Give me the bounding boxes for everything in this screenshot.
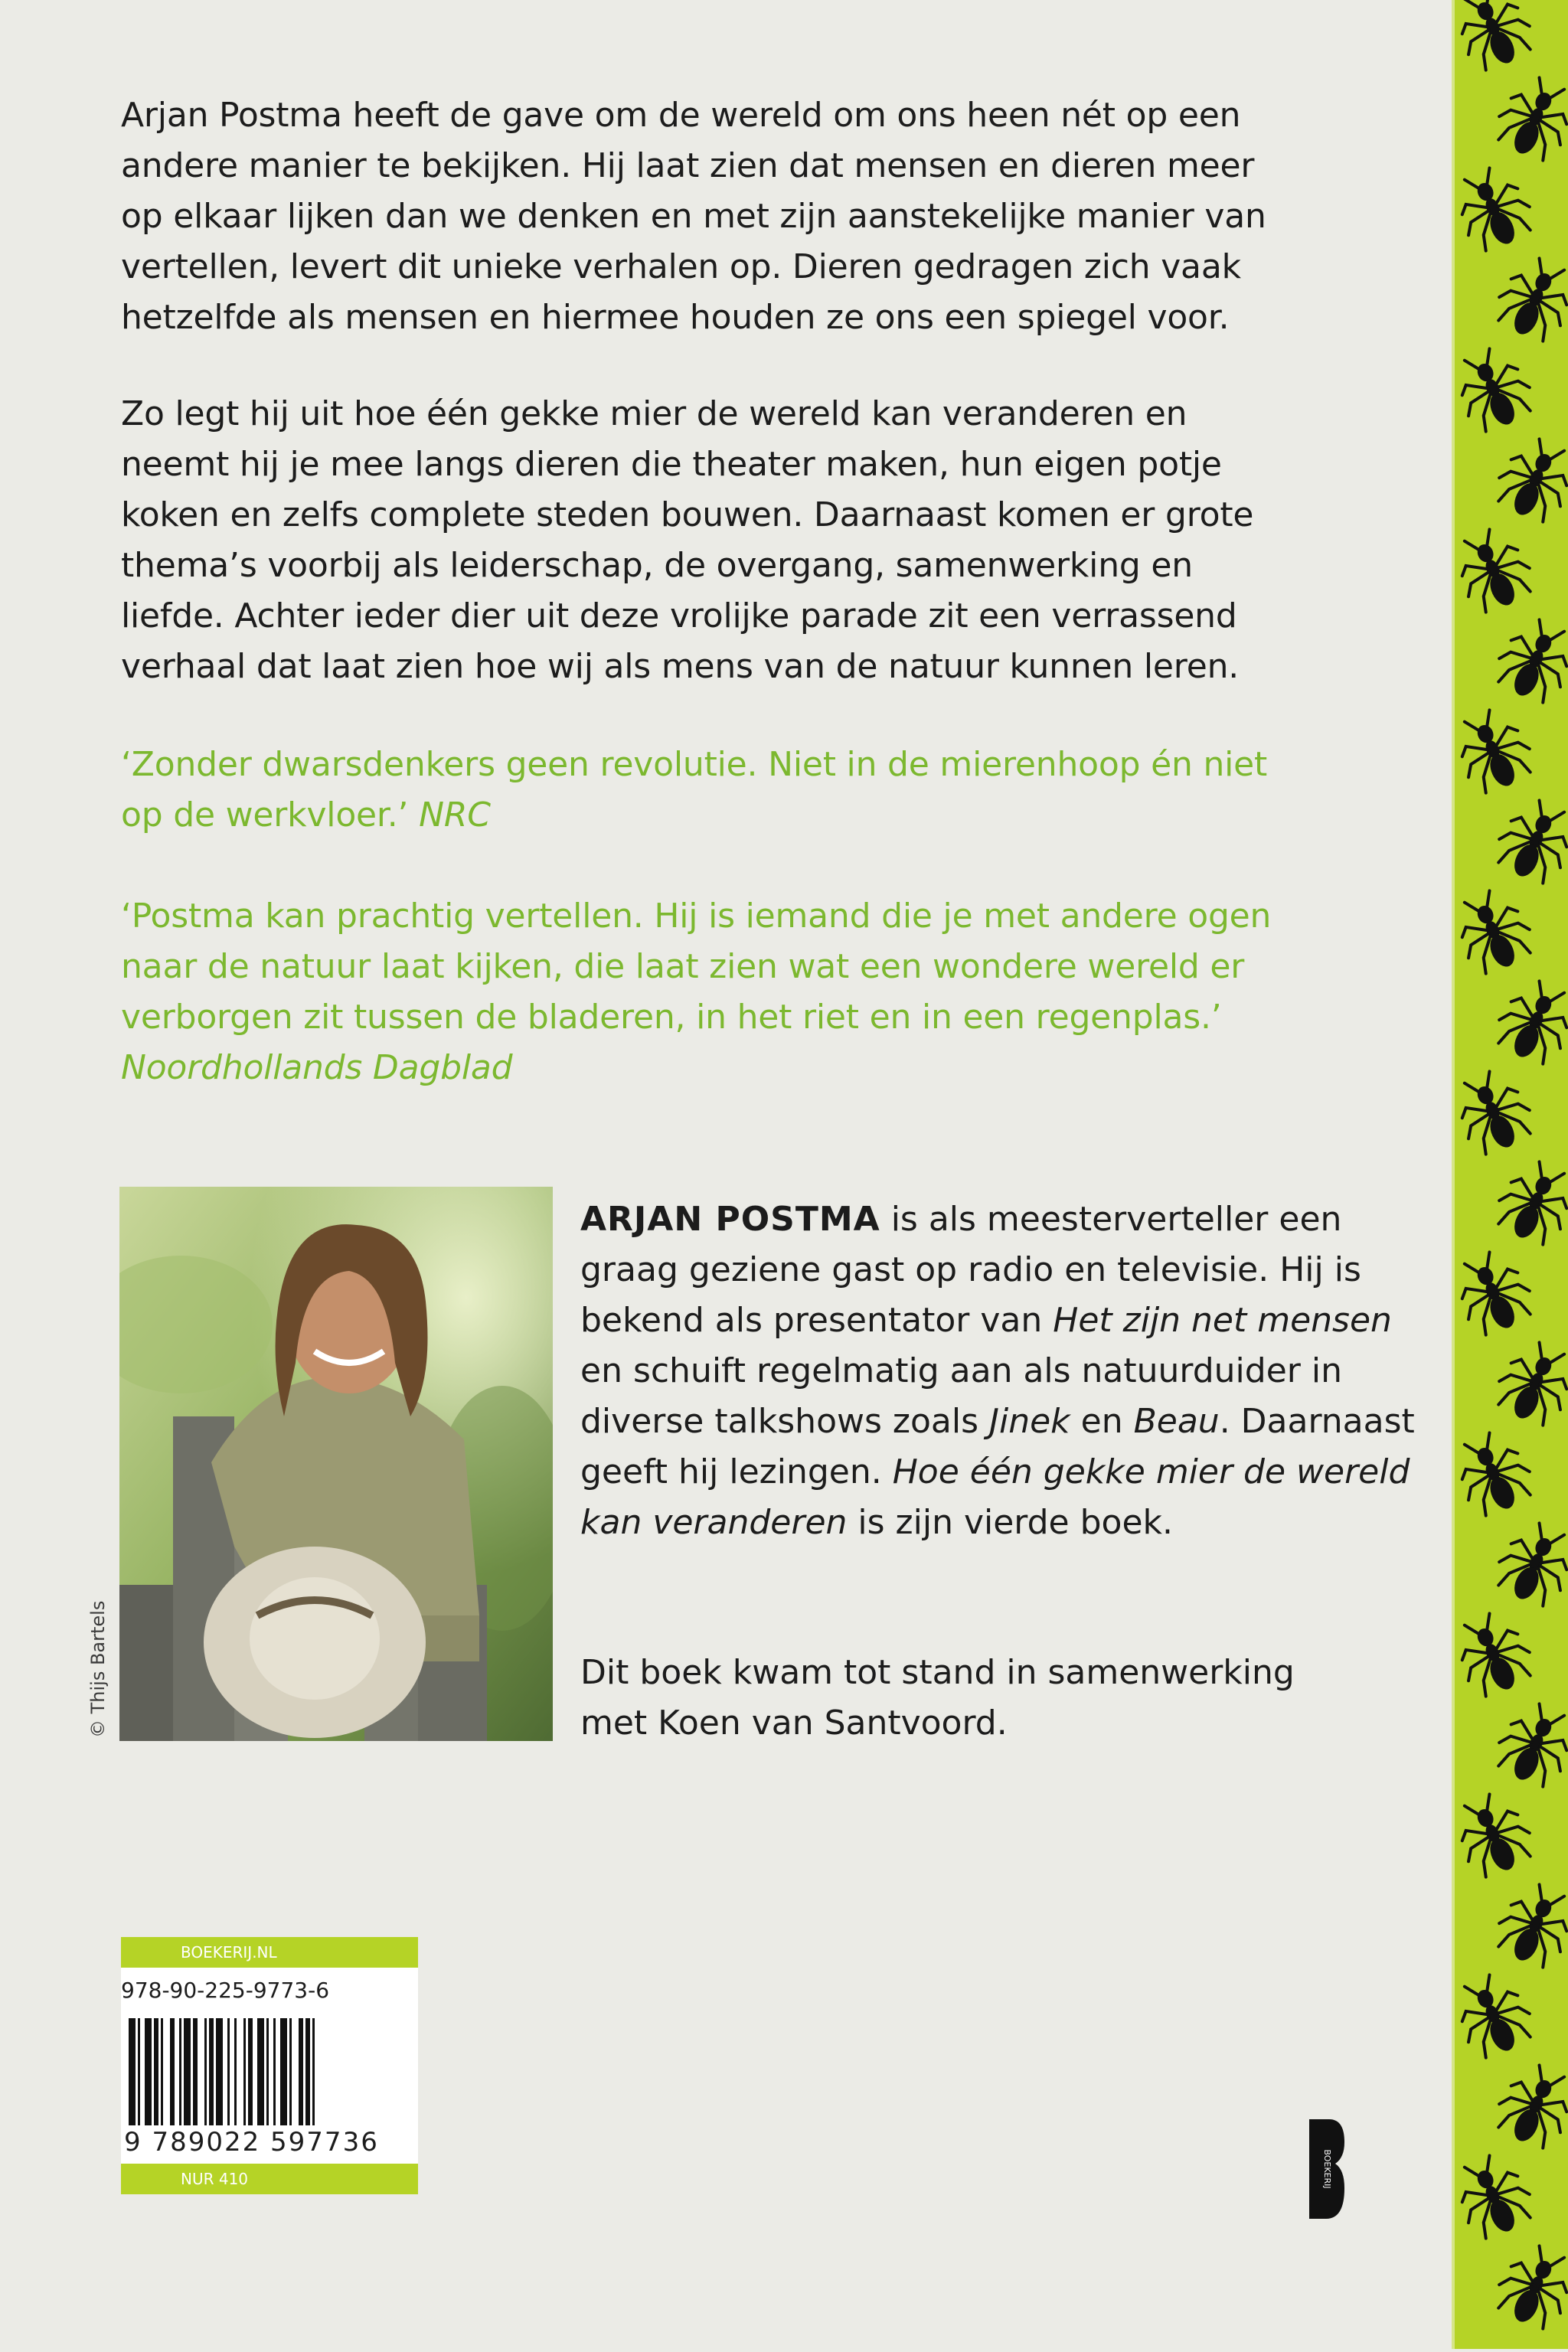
barcode-bars	[121, 2014, 418, 2127]
author-photo	[119, 1187, 553, 1741]
ant-icon	[1489, 1334, 1568, 1432]
barcode-bar	[193, 2018, 198, 2125]
barcode-bar	[280, 2018, 287, 2125]
book-title: Hoe één gekke mier de wereld kan veranderen	[580, 1452, 1410, 1542]
ant-pattern	[1455, 0, 1568, 2349]
barcode-bar	[154, 2018, 158, 2125]
barcode-bar	[204, 2018, 207, 2125]
tv-show-title: Het zijn net mensen	[1053, 1301, 1392, 1340]
barcode-bar	[170, 2018, 175, 2125]
barcode-bar	[305, 2018, 310, 2125]
barcode-bar	[289, 2018, 292, 2125]
barcode-bar	[161, 2018, 163, 2125]
barcode-bar	[179, 2018, 181, 2125]
author-name: ARJAN POSTMA	[580, 1200, 880, 1239]
ant-icon	[1489, 250, 1568, 348]
ant-pattern-spine	[1455, 0, 1568, 2349]
barcode-bar	[273, 2018, 276, 2125]
collaboration-note: Dit boek kwam tot stand in samenwerking met Koen van Santvoord.	[580, 1653, 1295, 1743]
bio-text: is als meesterverteller een graag geziene gast op radio en televisie. Hij is bekend als presentator van	[580, 1200, 1361, 1340]
quote-text: ‘Zonder dwarsdenkers geen revolutie. Niet in de mierenhoop én niet op de werkvloer.’	[121, 745, 1268, 835]
publisher-logo-text: BOEKERIJ	[1322, 2149, 1332, 2189]
photo-credit: © Thijs Bartels	[87, 1600, 109, 1738]
talkshow-title: Beau	[1133, 1402, 1220, 1441]
barcode-bar	[227, 2018, 230, 2125]
boekerij-logo-icon	[1306, 2119, 1346, 2219]
ant-icon	[1489, 2237, 1568, 2335]
ant-icon	[1455, 882, 1540, 980]
ant-icon	[1455, 0, 1540, 77]
bio-text: en	[1070, 1402, 1134, 1441]
quote-source: NRC	[419, 795, 491, 835]
ant-icon	[1489, 69, 1568, 167]
barcode-bar	[184, 2018, 191, 2125]
ant-icon	[1455, 521, 1540, 619]
publisher-logo	[1306, 2119, 1346, 2222]
barcode-bar	[299, 2018, 303, 2125]
author-photo-illustration	[119, 1187, 553, 1741]
ant-icon	[1489, 792, 1568, 890]
ant-icon	[1455, 1243, 1540, 1341]
barcode-bar	[312, 2018, 315, 2125]
barcode-bar	[216, 2018, 223, 2125]
author-bio	[580, 1194, 1423, 1548]
barcode	[121, 2014, 418, 2164]
ant-icon	[1489, 2056, 1568, 2154]
ant-icon	[1455, 1424, 1540, 1522]
ant-icon	[1455, 1063, 1540, 1161]
barcode-bar	[129, 2018, 136, 2125]
ant-icon	[1455, 2147, 1540, 2245]
barcode-bar	[243, 2018, 246, 2125]
ant-icon	[1489, 611, 1568, 709]
website-label: BOEKERIJ.NL	[121, 1937, 418, 1968]
barcode-bar	[257, 2018, 264, 2125]
barcode-bar	[145, 2018, 152, 2125]
quote-text: ‘Postma kan prachtig vertellen. Hij is iemand die je met andere ogen naar de natuur laat kijken, die laat zien wat een wondere wereld er verborgen zit tussen de bladeren, in het riet en in een regenplas.’	[121, 897, 1272, 1037]
review-quote-dagblad	[121, 891, 1392, 1093]
barcode-bar	[248, 2018, 253, 2125]
ant-icon	[1489, 972, 1568, 1070]
ant-icon	[1489, 1514, 1568, 1612]
talkshow-title: Jinek	[989, 1402, 1070, 1441]
barcode-bar	[234, 2018, 237, 2125]
bio-text: en schuift regelmatig aan als natuurduider in diverse talkshows zoals	[580, 1351, 1342, 1441]
ant-icon	[1489, 1695, 1568, 1793]
ant-icon	[1489, 1876, 1568, 1974]
ant-icon	[1455, 1605, 1540, 1703]
barcode-digits: 9 789022 597736	[124, 2127, 379, 2158]
review-quote-nrc	[121, 740, 1392, 841]
content-paragraph: Zo legt hij uit hoe één gekke mier de wereld kan veranderen en neemt hij je mee langs dieren die theater maken, hun eigen potje koken en zelfs complete steden bouwen. Daarnaast komen er grote thema’s voorbij als leiderschap, de overgang, samenwerking en liefde. Achter ieder dier uit deze vrolijke parade zit een verrassend verhaal dat laat zien hoe wij als mens van de natuur kunnen leren.	[121, 394, 1254, 686]
ant-icon	[1489, 430, 1568, 528]
bio-text: . Daarnaast geeft hij lezingen.	[580, 1402, 1415, 1491]
intro-paragraph: Arjan Postma heeft de gave om de wereld om ons heen nét op een andere manier te bekijken. Hij laat zien dat mensen en dieren meer op elkaar lijken dan we denken en met zijn aanstekelijke manier van vertellen, levert dit unieke verhalen op. Dieren gedragen zich vaak hetzelfde als mensen en hiermee houden ze ons een spiegel voor.	[121, 96, 1266, 337]
ant-icon	[1455, 1966, 1540, 2064]
isbn-block	[121, 1937, 418, 2194]
ant-icon	[1455, 159, 1540, 257]
ant-icon	[1455, 701, 1540, 799]
barcode-bar	[138, 2018, 140, 2125]
barcode-bar	[266, 2018, 269, 2125]
bio-text: is zijn vierde boek.	[847, 1503, 1173, 1542]
quote-source: Noordhollands Dagblad	[121, 1048, 513, 1087]
ant-icon	[1489, 1153, 1568, 1251]
ant-icon	[1455, 1785, 1540, 1883]
isbn-number: 978-90-225-9773-6	[121, 1968, 418, 2014]
nur-label: NUR 410	[121, 2164, 418, 2194]
barcode-bar	[209, 2018, 214, 2125]
ant-icon	[1455, 340, 1540, 438]
